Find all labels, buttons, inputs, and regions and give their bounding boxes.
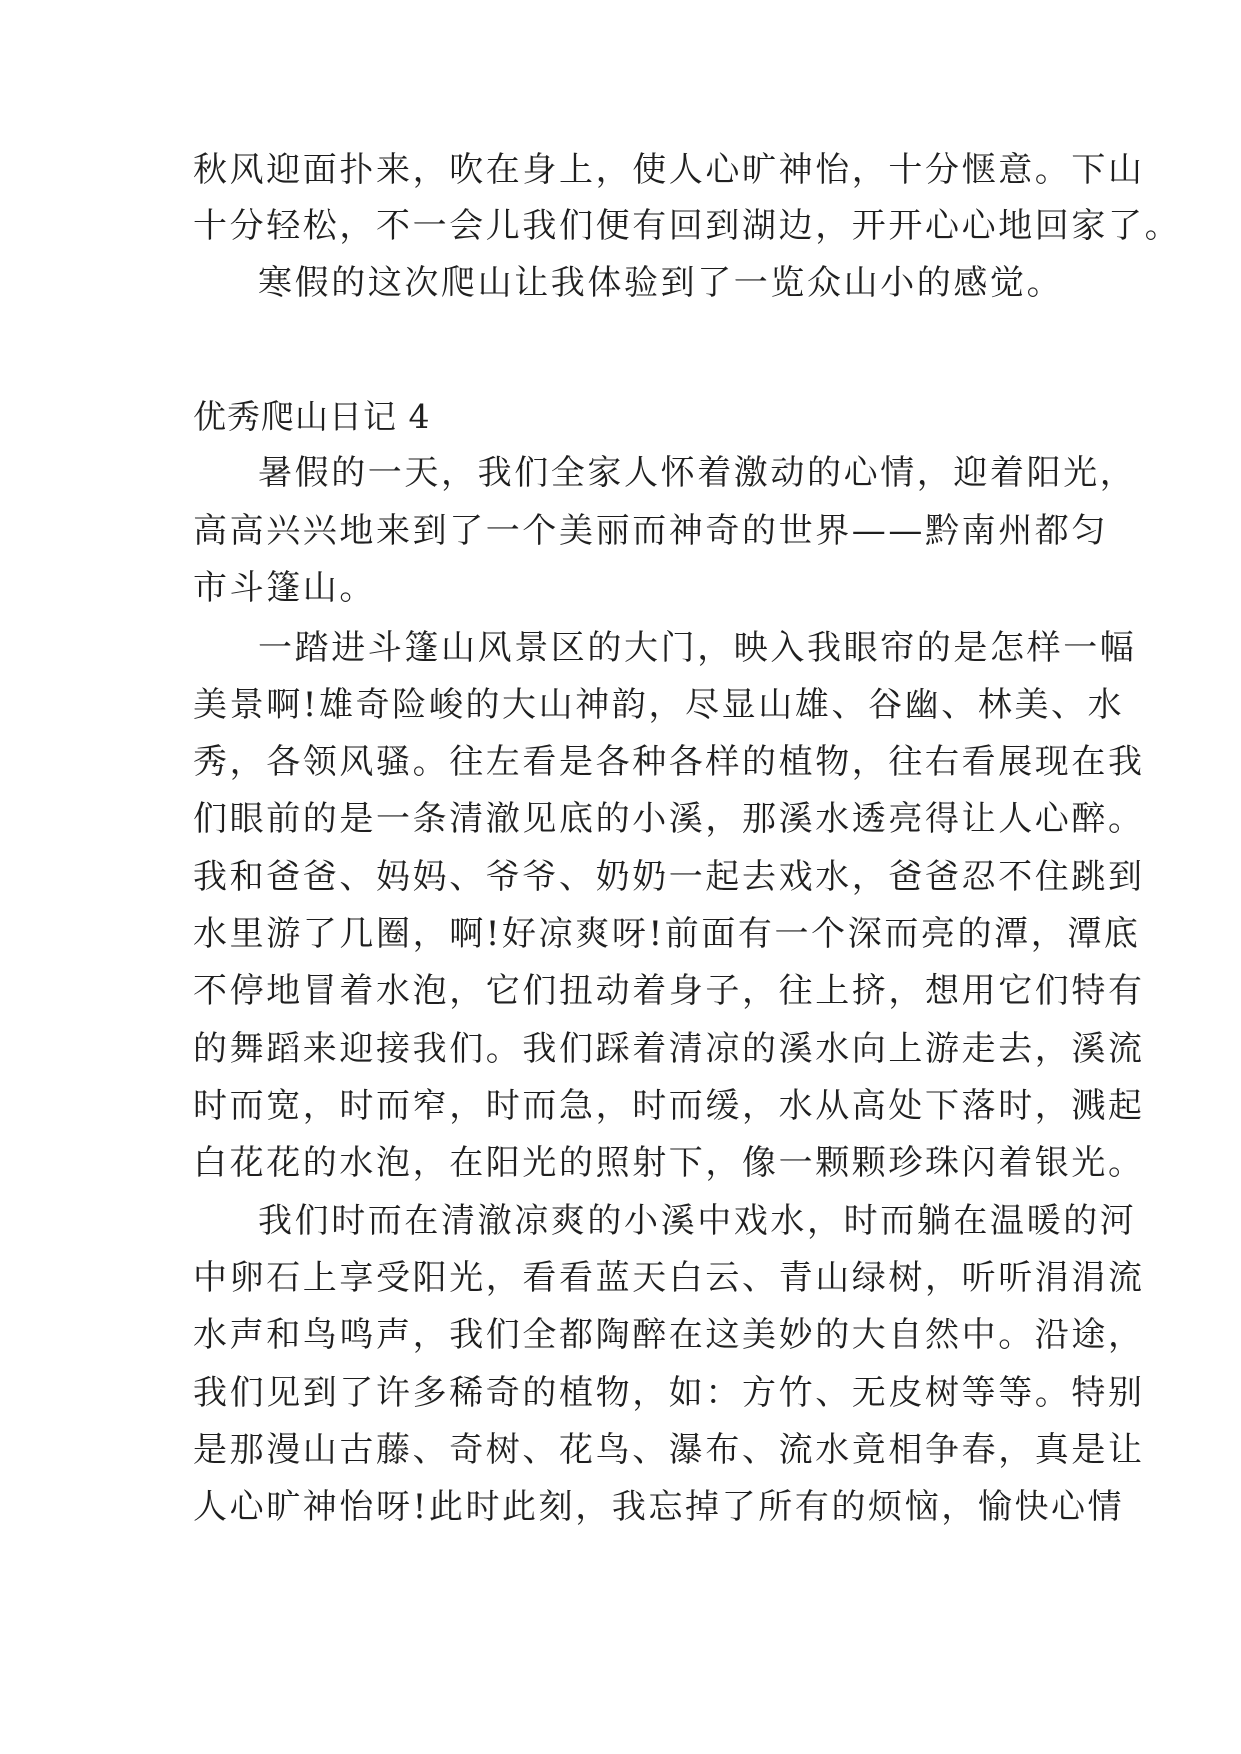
text-line: 十分轻松，不一会儿我们便有回到湖边，开开心心地回家了。 xyxy=(193,206,1182,246)
text-line: 是那漫山古藤、奇树、花鸟、瀑布、流水竟相争春，真是让 xyxy=(193,1430,1145,1470)
text-line: 市斗篷山。 xyxy=(193,568,376,608)
text-line: 我们见到了许多稀奇的植物，如：方竹、无皮树等等。特别 xyxy=(193,1373,1145,1413)
text-line: 寒假的这次爬山让我体验到了一览众山小的感觉。 xyxy=(258,263,1064,303)
text-line: 高高兴兴地来到了一个美丽而神奇的世界——黔南州都匀 xyxy=(193,511,1108,551)
text-line: 人心旷神怡呀!此时此刻，我忘掉了所有的烦恼，愉快心情 xyxy=(193,1487,1125,1527)
text-line: 一踏进斗篷山风景区的大门，映入我眼帘的是怎样一幅 xyxy=(258,628,1137,668)
text-line: 不停地冒着水泡，它们扭动着身子，往上挤，想用它们特有 xyxy=(193,971,1145,1011)
text-line: 中卵石上享受阳光，看看蓝天白云、青山绿树，听听涓涓流 xyxy=(193,1258,1145,1298)
section-heading: 优秀爬山日记 4 xyxy=(193,397,431,436)
text-line: 白花花的水泡，在阳光的照射下，像一颗颗珍珠闪着银光。 xyxy=(193,1143,1145,1183)
text-line: 暑假的一天，我们全家人怀着激动的心情，迎着阳光， xyxy=(258,453,1137,493)
text-line: 我们时而在清澈凉爽的小溪中戏水，时而躺在温暖的河 xyxy=(258,1201,1137,1241)
text-line: 水声和鸟鸣声，我们全都陶醉在这美妙的大自然中。沿途， xyxy=(193,1315,1145,1355)
text-line: 水里游了几圈，啊!好凉爽呀!前面有一个深而亮的潭，潭底 xyxy=(193,914,1141,954)
text-line: 的舞蹈来迎接我们。我们踩着清凉的溪水向上游走去，溪流 xyxy=(193,1029,1145,1069)
text-line: 秋风迎面扑来，吹在身上，使人心旷神怡，十分惬意。下山 xyxy=(193,150,1145,190)
text-line: 我和爸爸、妈妈、爷爷、奶奶一起去戏水，爸爸忍不住跳到 xyxy=(193,857,1145,897)
text-line: 美景啊!雄奇险峻的大山神韵，尽显山雄、谷幽、林美、水 xyxy=(193,685,1125,725)
text-line: 时而宽，时而窄，时而急，时而缓，水从高处下落时，溅起 xyxy=(193,1086,1145,1126)
text-line: 秀，各领风骚。往左看是各种各样的植物，往右看展现在我 xyxy=(193,742,1145,782)
text-line: 们眼前的是一条清澈见底的小溪，那溪水透亮得让人心醉。 xyxy=(193,799,1145,839)
